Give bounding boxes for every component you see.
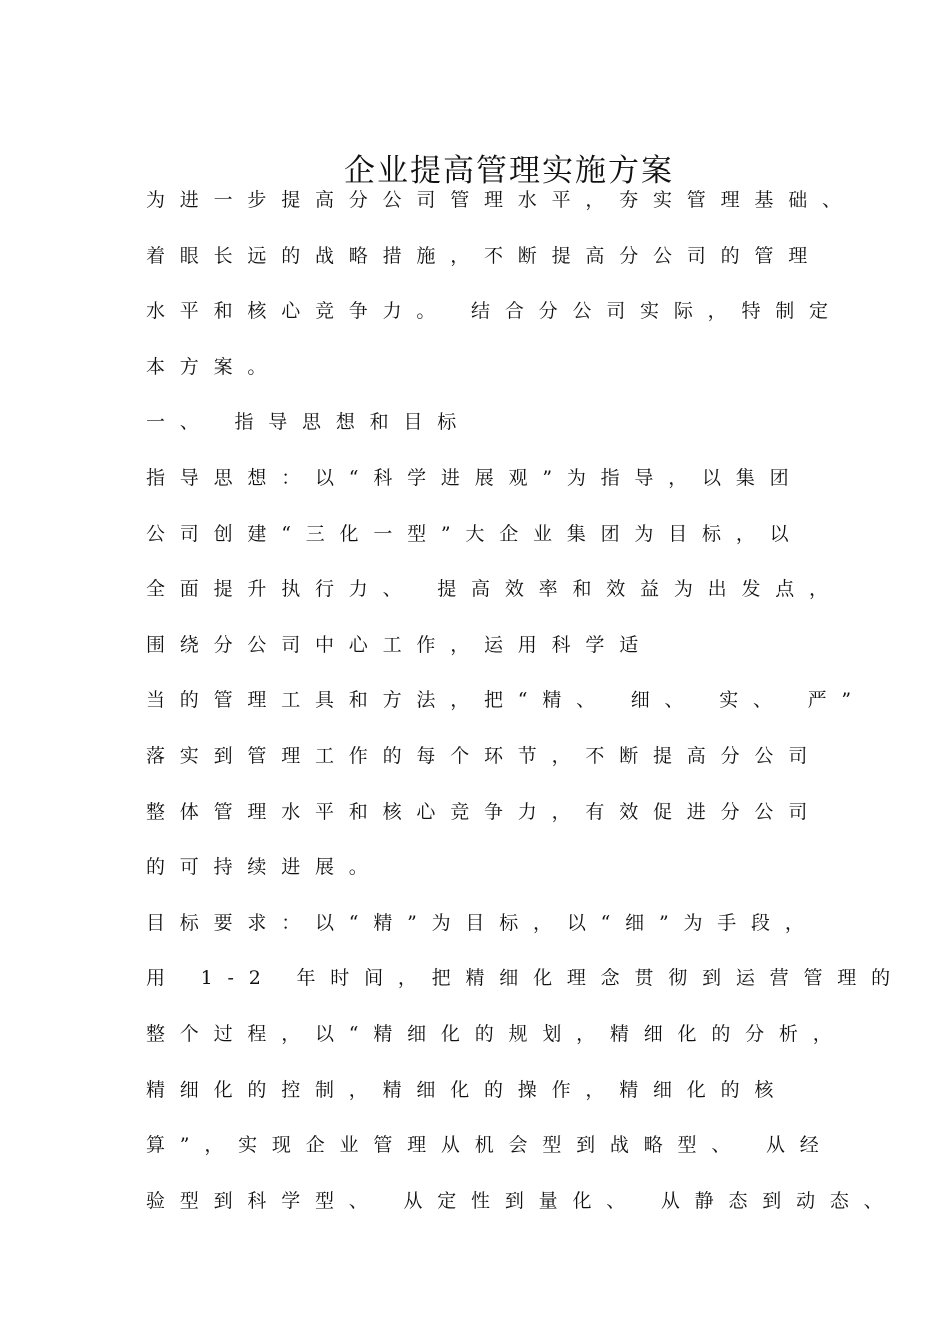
document-body [146, 182, 905, 1238]
text-line: 整体管理水平和核心竞争力，有效促进分公司 [146, 800, 823, 823]
text-line: 精细化的控制，精细化的操作，精细化的核 [146, 1078, 789, 1101]
text-line: 水平和核心竞争力。 结合分公司实际，特制定 [146, 300, 843, 323]
text-line: 算”，实现企业管理从机会型到战略型、 从经 [146, 1134, 834, 1157]
section-heading: 一、 指导思想和目标 [146, 411, 472, 434]
text-line: 整个过程，以“精细化的规划，精细化的分析， [146, 1022, 847, 1045]
document-title: 企业提高管理实施方案 [344, 152, 674, 189]
text-line: 本方案。 [146, 355, 282, 378]
text-line: 验型到科学型、 从定性到量化、 从静态到动态、 [146, 1189, 898, 1212]
text-line: 全面提升执行力、 提高效率和效益为出发点， [146, 578, 843, 601]
text-line: 指导思想：以“科学进展观”为指导，以集团 [146, 466, 804, 489]
text-line: 目标要求：以“精”为目标，以“细”为手段， [146, 911, 819, 934]
text-line: 的可持续进展。 [146, 856, 383, 879]
text-line: 用 1-2 年时间，把精细化理念贯彻到运营管理的 [146, 967, 905, 990]
text-line: 落实到管理工作的每个环节，不断提高分公司 [146, 744, 823, 767]
text-line: 围绕分公司中心工作，运用科学适 [146, 633, 654, 656]
text-line: 着眼长远的战略措施，不断提高分公司的管理 [146, 244, 823, 267]
text-line: 为进一步提高分公司管理水平，夯实管理基础、 [146, 189, 856, 211]
text-line: 公司创建“三化一型”大企业集团为目标，以 [146, 522, 804, 545]
text-line: 当的管理工具和方法，把“精、 细、 实、 严” [146, 689, 866, 712]
